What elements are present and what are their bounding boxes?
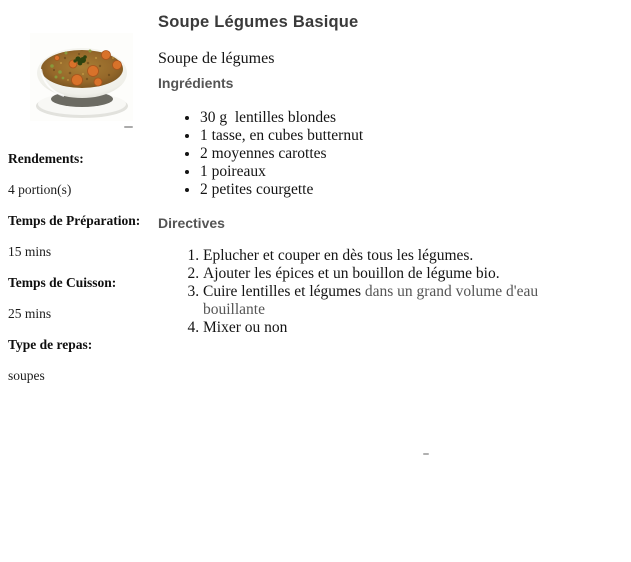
- soup-bowl-illustration: [30, 33, 133, 121]
- ingredient-item: • 2 moyennes carottes: [200, 145, 598, 163]
- ingredient-item: • 1 tasse, en cubes butternut: [200, 127, 598, 145]
- photo-smudge: [124, 126, 133, 128]
- ingredient-item: • 2 petites courgette: [200, 181, 598, 199]
- direction-item: 2. Ajouter les épices et un bouillon de légume bio.: [203, 265, 598, 283]
- recipe-photo: [30, 33, 133, 121]
- meta-label-cook-time: Temps de Cuisson:: [8, 275, 117, 290]
- meta-value-rendements: 4 portion(s): [8, 182, 72, 197]
- recipe-content: [158, 0, 598, 337]
- direction-item: 3. Cuire lentilles et légumes dans un grand volume d'eau bouillante: [203, 283, 598, 319]
- recipe-subtitle: Soupe de légumes: [158, 50, 275, 67]
- directions-list: [158, 247, 598, 337]
- meta-value-meal-type: soupes: [8, 368, 45, 383]
- direction-item: 1. Eplucher et couper en dès tous les légumes.: [203, 247, 598, 265]
- ingredients-heading: Ingrédients: [158, 75, 234, 91]
- meta-label-rendements: Rendements:: [8, 151, 84, 166]
- meta-label-prep-time: Temps de Préparation:: [8, 213, 141, 228]
- ingredients-list: [158, 109, 598, 199]
- meta-label-meal-type: Type de repas:: [8, 337, 93, 352]
- directions-heading: Directives: [158, 215, 225, 231]
- meta-value-prep-time: 15 mins: [8, 244, 52, 259]
- direction-item: 4. Mixer ou non: [203, 319, 598, 337]
- ingredient-item: • 1 poireaux: [200, 163, 598, 181]
- page-smudge: [423, 453, 429, 455]
- meta-value-cook-time: 25 mins: [8, 306, 52, 321]
- ingredient-item: • 30 g lentilles blondes: [200, 109, 598, 127]
- recipe-meta: [8, 152, 156, 400]
- page-title: Soupe Légumes Basique: [158, 13, 359, 31]
